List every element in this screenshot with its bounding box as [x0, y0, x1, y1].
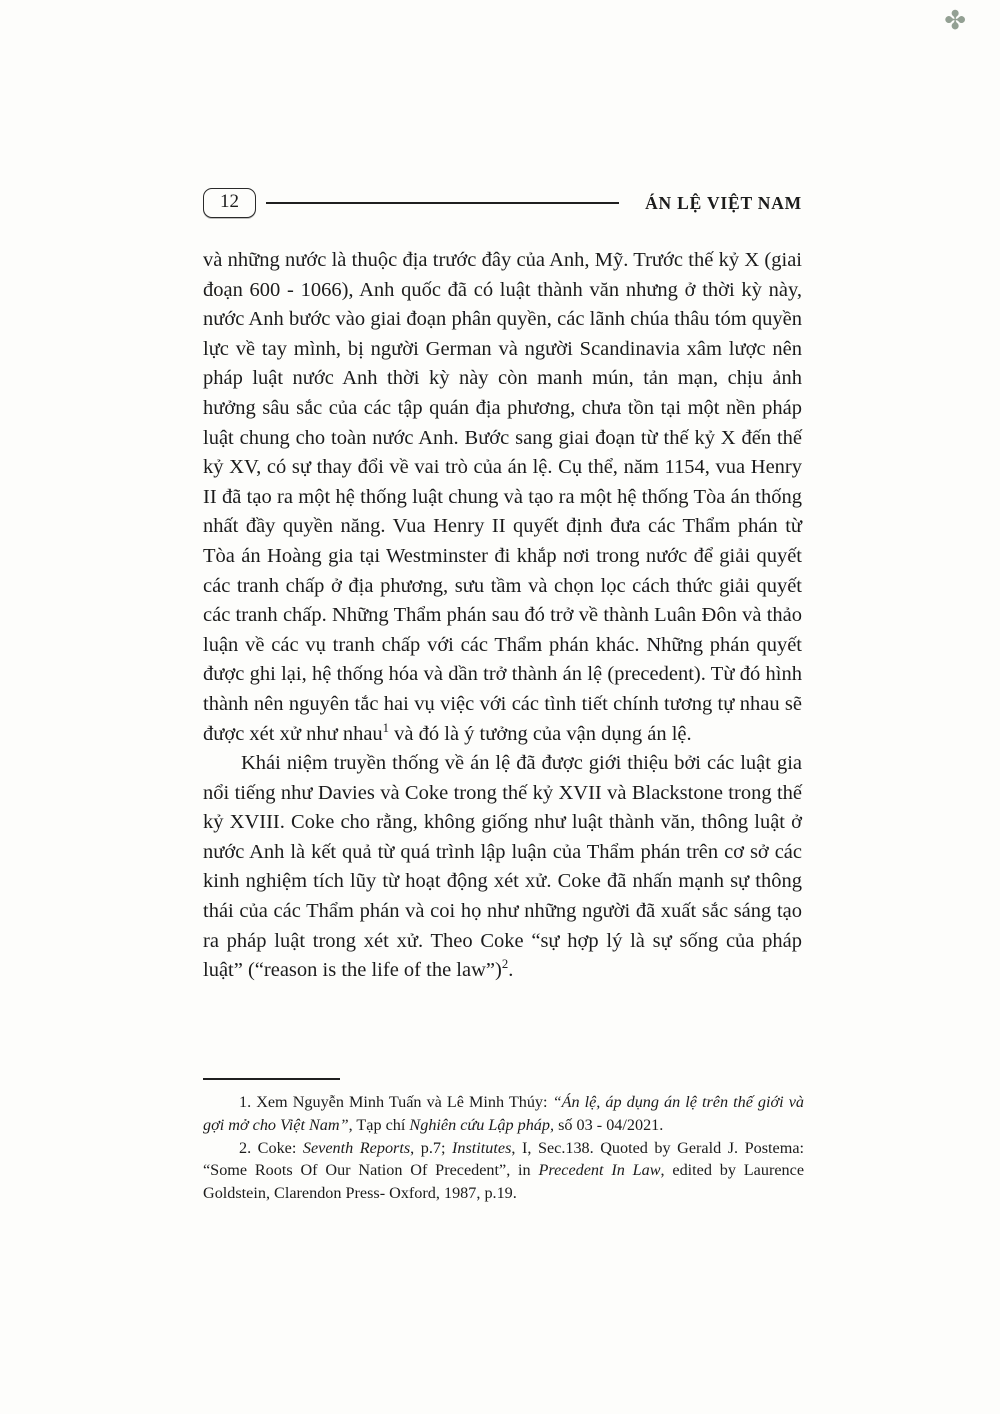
paragraph-2: Khái niệm truyền thống về án lệ đã được giới thiệu bởi các luật gia nổi tiếng như Davies và Coke trong thế kỷ XVII và Blackstone trong thế kỷ XVIII. Coke cho rằng, không giống như luật thành văn, thông luật ở nước Anh là kết quả từ quá trình lập luận của Thẩm phán trên cơ sở các kinh nghiệm tích lũy từ hoạt động xét xử. Coke đã nhấn mạnh sự thông thái của các Thẩm phán và coi họ như những người đã xuất sắc sáng tạo ra pháp luật trong xét xử. Theo Coke “sự hợp lý là sự sống của pháp luật” (“reason is the life of the law”)$^2$. [203, 752, 802, 982]
footnotes-section [203, 1078, 804, 1204]
page-header [203, 186, 802, 220]
page-number: 12 [203, 188, 256, 218]
paragraph-1: và những nước là thuộc địa trước đây của Anh, Mỹ. Trước thế kỷ X (giai đoạn 600 - 1066), Anh quốc đã có luật thành văn nhưng ở thời kỳ này, nước Anh bước vào giai đoạn phân quyền, các lãnh chúa thâu tóm quyền lực về tay mình, bị người German và người Scandinavia xâm lược nên pháp luật nước Anh thời kỳ này còn manh mún, tản mạn, chịu ảnh hưởng sâu sắc của các tập quán địa phương, chưa tồn tại một nền pháp luật chung cho toàn nước Anh. Bước sang giai đoạn từ thế kỷ X đến thế kỷ XV, có sự thay đổi về vai trò của án lệ. Cụ thể, năm 1154, vua Henry II đã tạo ra một hệ thống luật chung và tạo ra một hệ thống Tòa án thống nhất đầy quyền năng. Vua Henry II quyết định đưa các Thẩm phán từ Tòa án Hoàng gia tại Westminster đi khắp nơi trong nước để giải quyết các tranh chấp ở địa phương, sưu tầm và chọn lọc cách thức giải quyết các tranh chấp. Những Thẩm phán sau đó trở về thành Luân Đôn và thảo luận về các vụ tranh chấp với các Thẩm phán khác. Những phán quyết được ghi lại, hệ thống hóa và dần trở thành án lệ (precedent). Từ đó hình thành nên nguyên tắc hai vụ việc với các tình tiết chính tương tự nhau sẽ được xét xử như nhau$^1$ và đó là ý tưởng của vận dụng án lệ. [203, 249, 802, 745]
footnote-2: 2. Coke: Seventh Reports, p.7; Institutes, I, Sec.138. Quoted by Gerald J. Postema: “Some Roots Of Our Nation Of Precedent”, in Precedent In Law, edited by Laurence Goldstein, Clarendon Press- Oxford, 1987, p.19. [203, 1138, 804, 1202]
header-rule [266, 202, 619, 204]
footnote-separator [203, 1078, 340, 1080]
flower-ornament-icon: ✤ [944, 6, 966, 35]
body-text [203, 246, 802, 986]
book-title: ÁN LỆ VIỆT NAM [645, 192, 802, 213]
footnote-1: 1. Xem Nguyễn Minh Tuấn và Lê Minh Thúy: “Án lệ, áp dụng án lệ trên thế giới và gợi mở cho Việt Nam”, Tạp chí Nghiên cứu Lập pháp, số 03 - 04/2021. [203, 1093, 804, 1134]
